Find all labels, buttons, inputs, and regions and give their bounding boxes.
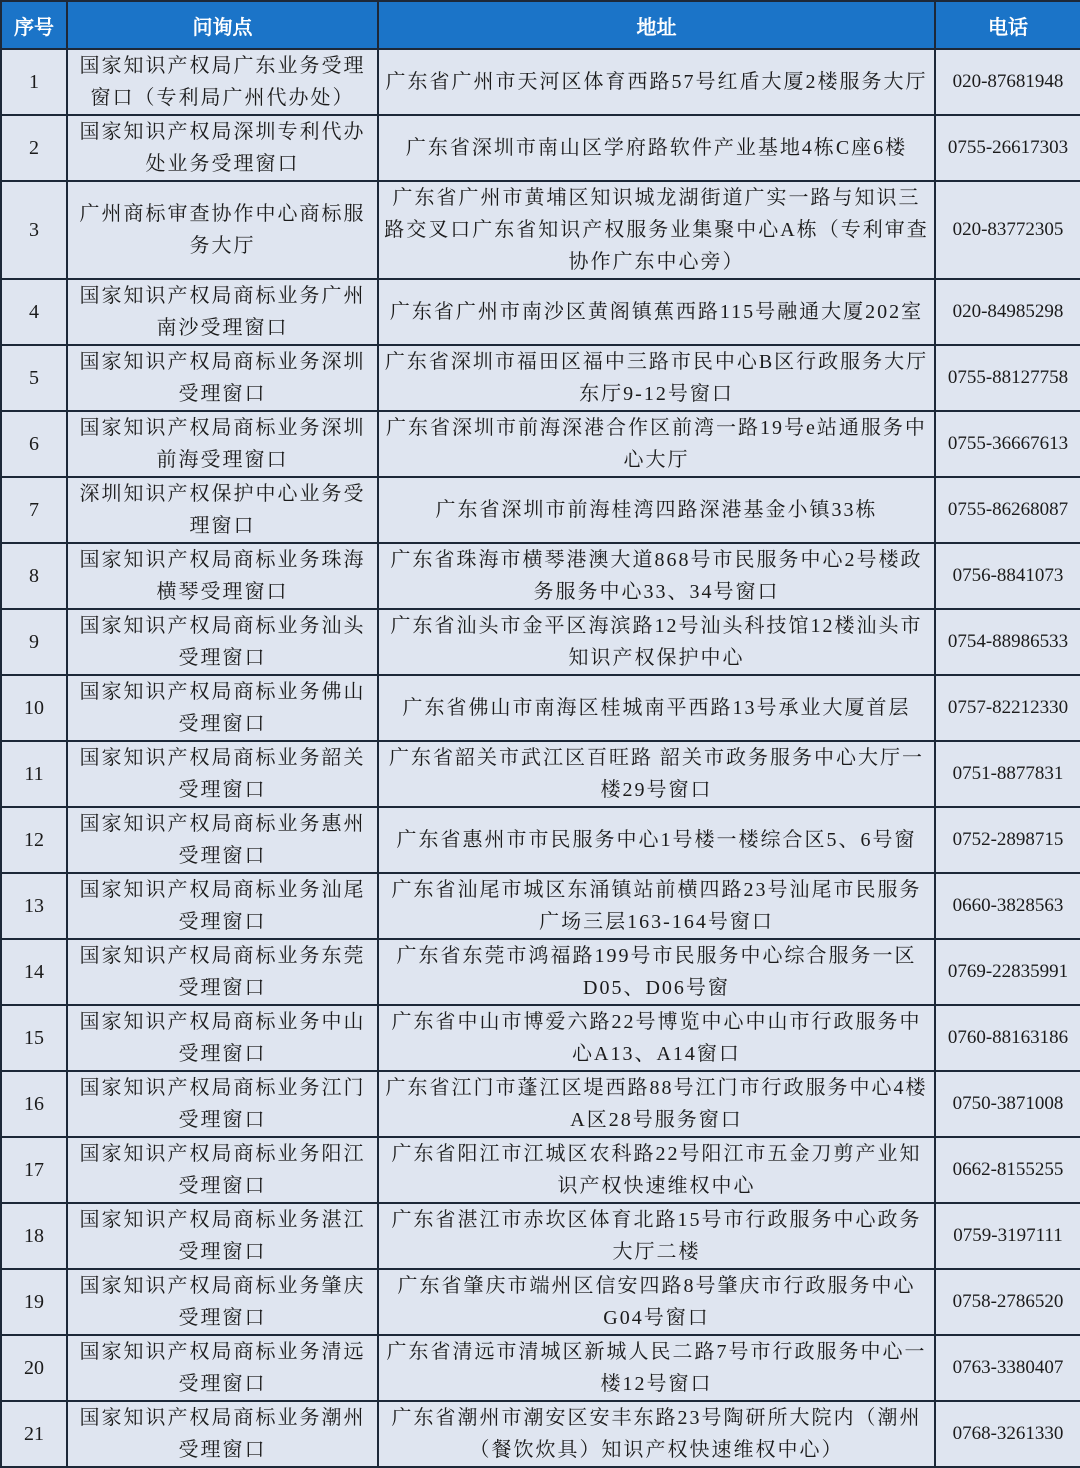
- cell-point: 国家知识产权局商标业务广州南沙受理窗口: [67, 279, 378, 345]
- cell-point: 国家知识产权局商标业务汕尾受理窗口: [67, 873, 378, 939]
- cell-no: 16: [1, 1071, 67, 1137]
- cell-no: 15: [1, 1005, 67, 1071]
- cell-phone: 0755-26617303: [935, 115, 1080, 181]
- table-row: [1, 543, 1080, 609]
- table-row: [1, 49, 1080, 115]
- table-row: [1, 609, 1080, 675]
- cell-address: 广东省珠海市横琴港澳大道868号市民服务中心2号楼政务服务中心33、34号窗口: [378, 543, 935, 609]
- table-row: [1, 1005, 1080, 1071]
- cell-no: 8: [1, 543, 67, 609]
- cell-phone: 0760-88163186: [935, 1005, 1080, 1071]
- cell-phone: 0768-3261330: [935, 1401, 1080, 1467]
- cell-address: 广东省湛江市赤坎区体育北路15号市行政服务中心政务大厅二楼: [378, 1203, 935, 1269]
- table-row: [1, 279, 1080, 345]
- cell-phone: 0752-2898715: [935, 807, 1080, 873]
- cell-address: 广东省深圳市前海深港合作区前湾一路19号e站通服务中心大厅: [378, 411, 935, 477]
- table-row: [1, 939, 1080, 1005]
- cell-point: 国家知识产权局商标业务湛江受理窗口: [67, 1203, 378, 1269]
- cell-phone: 0750-3871008: [935, 1071, 1080, 1137]
- cell-address: 广东省广州市天河区体育西路57号红盾大厦2楼服务大厅: [378, 49, 935, 115]
- header-address: 地址: [378, 1, 935, 49]
- cell-phone: 0662-8155255: [935, 1137, 1080, 1203]
- cell-point: 国家知识产权局商标业务肇庆受理窗口: [67, 1269, 378, 1335]
- cell-point: 国家知识产权局商标业务佛山受理窗口: [67, 675, 378, 741]
- cell-point: 国家知识产权局商标业务韶关受理窗口: [67, 741, 378, 807]
- table-row: [1, 477, 1080, 543]
- cell-address: 广东省东莞市鸿福路199号市民服务中心综合服务一区D05、D06号窗: [378, 939, 935, 1005]
- cell-phone: 020-87681948: [935, 49, 1080, 115]
- cell-no: 20: [1, 1335, 67, 1401]
- table-row: [1, 1203, 1080, 1269]
- cell-no: 11: [1, 741, 67, 807]
- cell-no: 7: [1, 477, 67, 543]
- table-row: [1, 345, 1080, 411]
- cell-address: 广东省深圳市前海桂湾四路深港基金小镇33栋: [378, 477, 935, 543]
- cell-point: 国家知识产权局商标业务汕头受理窗口: [67, 609, 378, 675]
- cell-point: 国家知识产权局商标业务中山受理窗口: [67, 1005, 378, 1071]
- cell-address: 广东省深圳市南山区学府路软件产业基地4栋C座6楼: [378, 115, 935, 181]
- cell-no: 12: [1, 807, 67, 873]
- cell-phone: 0754-88986533: [935, 609, 1080, 675]
- cell-phone: 0756-8841073: [935, 543, 1080, 609]
- cell-address: 广东省阳江市江城区农科路22号阳江市五金刀剪产业知识产权快速维权中心: [378, 1137, 935, 1203]
- cell-no: 14: [1, 939, 67, 1005]
- cell-point: 深圳知识产权保护中心业务受理窗口: [67, 477, 378, 543]
- cell-address: 广东省江门市蓬江区堤西路88号江门市行政服务中心4楼A区28号服务窗口: [378, 1071, 935, 1137]
- cell-address: 广东省中山市博爱六路22号博览中心中山市行政服务中心A13、A14窗口: [378, 1005, 935, 1071]
- cell-no: 19: [1, 1269, 67, 1335]
- cell-phone: 0757-82212330: [935, 675, 1080, 741]
- cell-no: 2: [1, 115, 67, 181]
- cell-phone: 0769-22835991: [935, 939, 1080, 1005]
- cell-phone: 020-84985298: [935, 279, 1080, 345]
- cell-phone: 0759-3197111: [935, 1203, 1080, 1269]
- cell-phone: 0755-88127758: [935, 345, 1080, 411]
- cell-phone: 0755-36667613: [935, 411, 1080, 477]
- cell-address: 广东省佛山市南海区桂城南平西路13号承业大厦首层: [378, 675, 935, 741]
- cell-no: 9: [1, 609, 67, 675]
- table-row: [1, 1401, 1080, 1467]
- cell-point: 国家知识产权局商标业务江门受理窗口: [67, 1071, 378, 1137]
- cell-address: 广东省广州市黄埔区知识城龙湖街道广实一路与知识三路交叉口广东省知识产权服务业集聚中心A栋（专利审查协作广东中心旁）: [378, 181, 935, 279]
- table-row: [1, 741, 1080, 807]
- table-row: [1, 1269, 1080, 1335]
- table-row: [1, 807, 1080, 873]
- cell-address: 广东省潮州市潮安区安丰东路23号陶研所大院内（潮州（餐饮炊具）知识产权快速维权中心）: [378, 1401, 935, 1467]
- cell-address: 广东省惠州市市民服务中心1号楼一楼综合区5、6号窗: [378, 807, 935, 873]
- table-row: [1, 873, 1080, 939]
- table-row: [1, 115, 1080, 181]
- table-row: [1, 1137, 1080, 1203]
- cell-no: 6: [1, 411, 67, 477]
- cell-point: 国家知识产权局深圳专利代办处业务受理窗口: [67, 115, 378, 181]
- header-point: 问询点: [67, 1, 378, 49]
- cell-address: 广东省广州市南沙区黄阁镇蕉西路115号融通大厦202室: [378, 279, 935, 345]
- header-phone: 电话: [935, 1, 1080, 49]
- cell-point: 国家知识产权局商标业务深圳前海受理窗口: [67, 411, 378, 477]
- cell-phone: 0758-2786520: [935, 1269, 1080, 1335]
- cell-point: 国家知识产权局商标业务惠州受理窗口: [67, 807, 378, 873]
- cell-point: 广州商标审查协作中心商标服务大厅: [67, 181, 378, 279]
- cell-address: 广东省韶关市武江区百旺路 韶关市政务服务中心大厅一楼29号窗口: [378, 741, 935, 807]
- table-row: [1, 1071, 1080, 1137]
- cell-phone: 0755-86268087: [935, 477, 1080, 543]
- cell-address: 广东省汕头市金平区海滨路12号汕头科技馆12楼汕头市知识产权保护中心: [378, 609, 935, 675]
- cell-address: 广东省清远市清城区新城人民二路7号市行政服务中心一楼12号窗口: [378, 1335, 935, 1401]
- table-row: [1, 181, 1080, 279]
- cell-address: 广东省深圳市福田区福中三路市民中心B区行政服务大厅东厅9-12号窗口: [378, 345, 935, 411]
- cell-phone: 0660-3828563: [935, 873, 1080, 939]
- table-row: [1, 411, 1080, 477]
- header-no: 序号: [1, 1, 67, 49]
- header-row: [1, 1, 1080, 49]
- cell-point: 国家知识产权局商标业务潮州受理窗口: [67, 1401, 378, 1467]
- cell-no: 21: [1, 1401, 67, 1467]
- cell-no: 4: [1, 279, 67, 345]
- cell-point: 国家知识产权局商标业务东莞受理窗口: [67, 939, 378, 1005]
- cell-point: 国家知识产权局商标业务阳江受理窗口: [67, 1137, 378, 1203]
- table-row: [1, 1335, 1080, 1401]
- cell-no: 5: [1, 345, 67, 411]
- cell-no: 10: [1, 675, 67, 741]
- cell-point: 国家知识产权局商标业务珠海横琴受理窗口: [67, 543, 378, 609]
- cell-address: 广东省汕尾市城区东涌镇站前横四路23号汕尾市民服务广场三层163-164号窗口: [378, 873, 935, 939]
- cell-no: 13: [1, 873, 67, 939]
- cell-point: 国家知识产权局商标业务深圳受理窗口: [67, 345, 378, 411]
- cell-address: 广东省肇庆市端州区信安四路8号肇庆市行政服务中心G04号窗口: [378, 1269, 935, 1335]
- table-row: [1, 675, 1080, 741]
- cell-phone: 0763-3380407: [935, 1335, 1080, 1401]
- cell-phone: 0751-8877831: [935, 741, 1080, 807]
- cell-point: 国家知识产权局商标业务清远受理窗口: [67, 1335, 378, 1401]
- cell-point: 国家知识产权局广东业务受理窗口（专利局广州代办处）: [67, 49, 378, 115]
- cell-no: 1: [1, 49, 67, 115]
- cell-no: 3: [1, 181, 67, 279]
- cell-phone: 020-83772305: [935, 181, 1080, 279]
- cell-no: 17: [1, 1137, 67, 1203]
- cell-no: 18: [1, 1203, 67, 1269]
